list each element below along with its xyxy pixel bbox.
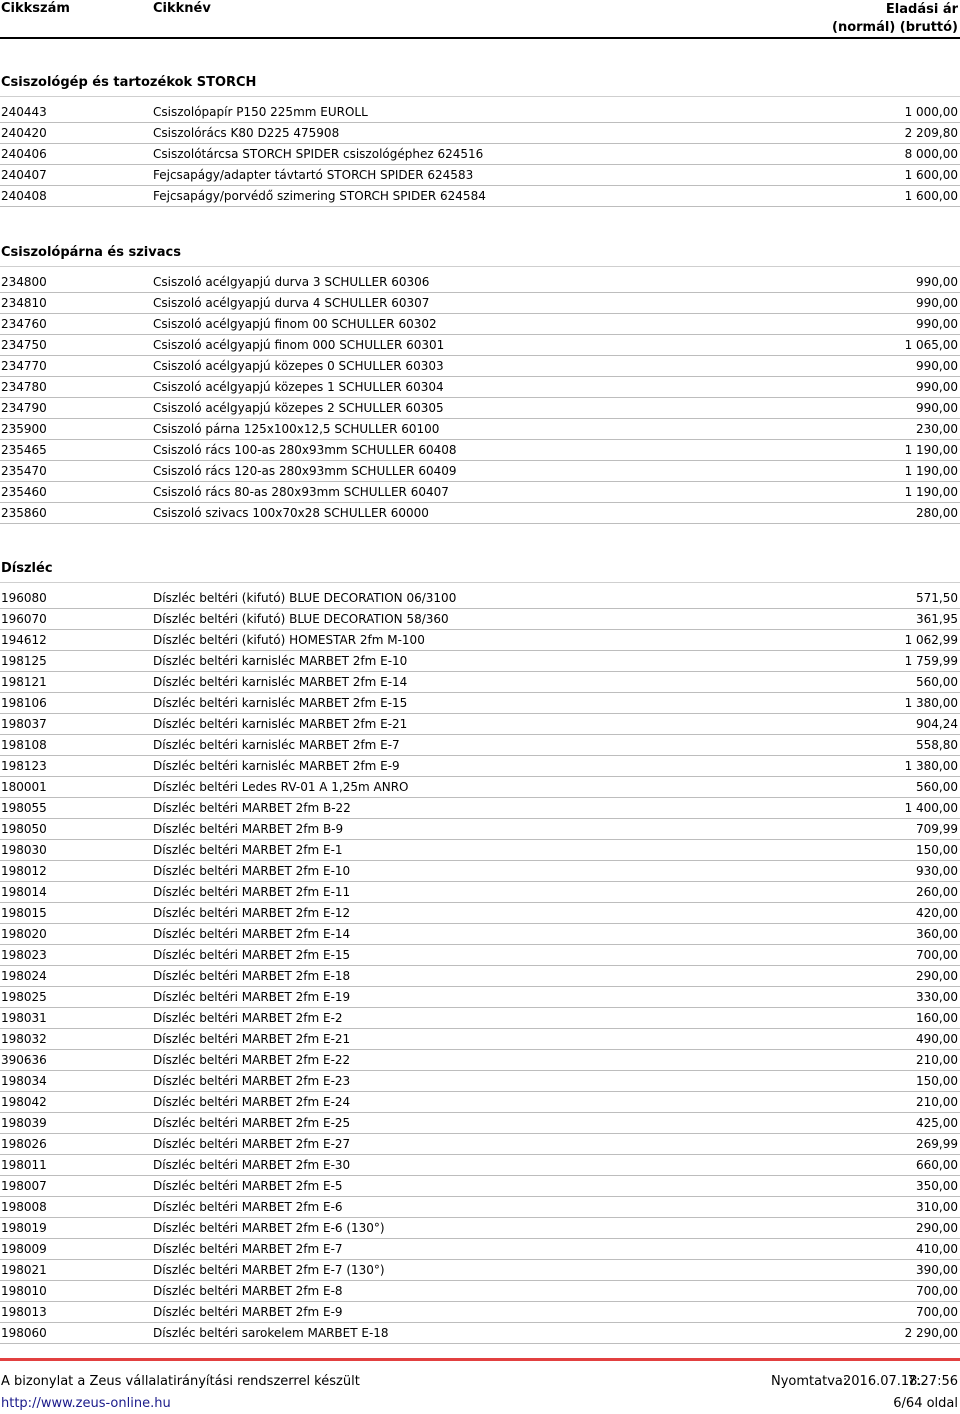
item-price: 420,00 xyxy=(916,906,958,920)
table-row xyxy=(0,588,960,609)
item-name: Díszléc beltéri karnisléc MARBET 2fm E-21 xyxy=(153,717,408,731)
table-row xyxy=(0,1176,960,1197)
item-name: Csiszoló acélgyapjú durva 4 SCHULLER 60307 xyxy=(153,296,430,310)
item-price: 260,00 xyxy=(916,885,958,899)
item-name: Díszléc beltéri MARBET 2fm E-7 (130°) xyxy=(153,1263,385,1277)
item-price: 2 290,00 xyxy=(904,1326,958,1340)
item-name: Díszléc beltéri sarokelem MARBET E-18 xyxy=(153,1326,389,1340)
table-row xyxy=(0,1218,960,1239)
item-price: 1 000,00 xyxy=(904,105,958,119)
item-price: 1 759,99 xyxy=(904,654,958,668)
item-name: Díszléc beltéri MARBET 2fm E-2 xyxy=(153,1011,343,1025)
printed-date: 2016.07.18. xyxy=(843,1374,922,1389)
item-name: Díszléc beltéri Ledes RV-01 A 1,25m ANRO xyxy=(153,780,409,794)
item-code: 198008 xyxy=(1,1200,47,1214)
item-price: 290,00 xyxy=(916,1221,958,1235)
item-price: 990,00 xyxy=(916,296,958,310)
item-name: Csiszoló acélgyapjú közepes 0 SCHULLER 60303 xyxy=(153,359,444,373)
footer-divider xyxy=(0,1358,960,1361)
item-price: 904,24 xyxy=(916,717,958,731)
col-price-header-line1: Eladási ár xyxy=(885,2,958,17)
item-code: 390636 xyxy=(1,1053,47,1067)
table-row xyxy=(0,651,960,672)
table-row xyxy=(0,777,960,798)
printed-time: 7:27:56 xyxy=(907,1374,958,1389)
item-code: 235460 xyxy=(1,485,47,499)
item-code: 198121 xyxy=(1,675,47,689)
item-code: 198020 xyxy=(1,927,47,941)
item-price: 709,99 xyxy=(916,822,958,836)
item-code: 234760 xyxy=(1,317,47,331)
table-row xyxy=(0,735,960,756)
item-code: 198106 xyxy=(1,696,47,710)
item-code: 198023 xyxy=(1,948,47,962)
item-code: 240408 xyxy=(1,189,47,203)
item-price: 930,00 xyxy=(916,864,958,878)
table-row xyxy=(0,293,960,314)
table-row xyxy=(0,419,960,440)
table-row xyxy=(0,987,960,1008)
item-price: 310,00 xyxy=(916,1200,958,1214)
item-code: 194612 xyxy=(1,633,47,647)
item-name: Díszléc beltéri MARBET 2fm E-18 xyxy=(153,969,351,983)
item-price: 390,00 xyxy=(916,1263,958,1277)
item-code: 196070 xyxy=(1,612,47,626)
item-price: 1 600,00 xyxy=(904,189,958,203)
item-price: 571,50 xyxy=(916,591,958,605)
table-row xyxy=(0,672,960,693)
item-name: Díszléc beltéri MARBET 2fm E-30 xyxy=(153,1158,351,1172)
item-code: 198021 xyxy=(1,1263,47,1277)
item-price: 150,00 xyxy=(916,843,958,857)
item-name: Díszléc beltéri (kifutó) HOMESTAR 2fm M-100 xyxy=(153,633,425,647)
item-price: 990,00 xyxy=(916,275,958,289)
table-row xyxy=(0,377,960,398)
item-name: Díszléc beltéri MARBET 2fm E-14 xyxy=(153,927,351,941)
item-name: Díszléc beltéri (kifutó) BLUE DECORATION 06/3100 xyxy=(153,591,457,605)
table-row xyxy=(0,756,960,777)
item-code: 234750 xyxy=(1,338,47,352)
item-price: 558,80 xyxy=(916,738,958,752)
item-name: Díszléc beltéri MARBET 2fm E-12 xyxy=(153,906,351,920)
item-price: 1 400,00 xyxy=(904,801,958,815)
item-price: 350,00 xyxy=(916,1179,958,1193)
item-price: 1 190,00 xyxy=(904,464,958,478)
col-code-header: Cikkszám xyxy=(1,1,70,16)
table-row xyxy=(0,903,960,924)
table-row xyxy=(0,123,960,144)
item-name: Díszléc beltéri MARBET 2fm B-9 xyxy=(153,822,344,836)
item-price: 700,00 xyxy=(916,1284,958,1298)
table-row xyxy=(0,398,960,419)
table-row xyxy=(0,1323,960,1344)
table-row xyxy=(0,966,960,987)
item-name: Díszléc beltéri (kifutó) BLUE DECORATION 58/360 xyxy=(153,612,449,626)
item-code: 198013 xyxy=(1,1305,47,1319)
table-row xyxy=(0,819,960,840)
item-price: 560,00 xyxy=(916,780,958,794)
item-name: Fejcsapágy/porvédő szimering STORCH SPIDER 624584 xyxy=(153,189,486,203)
item-name: Díszléc beltéri MARBET 2fm E-10 xyxy=(153,864,351,878)
item-name: Díszléc beltéri MARBET 2fm E-9 xyxy=(153,1305,343,1319)
item-price: 210,00 xyxy=(916,1095,958,1109)
item-price: 425,00 xyxy=(916,1116,958,1130)
item-price: 560,00 xyxy=(916,675,958,689)
table-row xyxy=(0,272,960,293)
item-code: 198024 xyxy=(1,969,47,983)
table-row xyxy=(0,693,960,714)
item-name: Díszléc beltéri MARBET 2fm E-27 xyxy=(153,1137,351,1151)
col-name-header: Cikknév xyxy=(153,1,211,16)
item-name: Díszléc beltéri MARBET 2fm E-7 xyxy=(153,1242,343,1256)
item-price: 410,00 xyxy=(916,1242,958,1256)
item-price: 1 600,00 xyxy=(904,168,958,182)
table-row xyxy=(0,1155,960,1176)
item-name: Díszléc beltéri karnisléc MARBET 2fm E-7 xyxy=(153,738,400,752)
item-name: Csiszolópapír P150 225mm EUROLL xyxy=(153,105,368,119)
table-row xyxy=(0,1008,960,1029)
table-row xyxy=(0,461,960,482)
table-row xyxy=(0,503,960,524)
item-name: Díszléc beltéri karnisléc MARBET 2fm E-9 xyxy=(153,759,400,773)
item-code: 240407 xyxy=(1,168,47,182)
item-code: 234770 xyxy=(1,359,47,373)
item-name: Díszléc beltéri MARBET 2fm E-24 xyxy=(153,1095,351,1109)
table-row xyxy=(0,1050,960,1071)
item-name: Díszléc beltéri MARBET 2fm E-21 xyxy=(153,1032,351,1046)
item-code: 198025 xyxy=(1,990,47,1004)
item-name: Díszléc beltéri MARBET 2fm E-15 xyxy=(153,948,351,962)
section-title: Csiszológép és tartozékok STORCH xyxy=(0,70,960,97)
item-code: 235470 xyxy=(1,464,47,478)
table-row xyxy=(0,1029,960,1050)
item-price: 990,00 xyxy=(916,380,958,394)
item-code: 234800 xyxy=(1,275,47,289)
item-price: 330,00 xyxy=(916,990,958,1004)
item-name: Fejcsapágy/adapter távtartó STORCH SPIDER 624583 xyxy=(153,168,474,182)
item-code: 198030 xyxy=(1,843,47,857)
item-code: 198012 xyxy=(1,864,47,878)
item-name: Díszléc beltéri MARBET 2fm E-23 xyxy=(153,1074,351,1088)
item-code: 234780 xyxy=(1,380,47,394)
item-price: 8 000,00 xyxy=(904,147,958,161)
item-name: Csiszolórács K80 D225 475908 xyxy=(153,126,340,140)
item-price: 230,00 xyxy=(916,422,958,436)
item-price: 2 209,80 xyxy=(904,126,958,140)
item-price: 290,00 xyxy=(916,969,958,983)
item-code: 240406 xyxy=(1,147,47,161)
item-name: Csiszoló acélgyapjú közepes 2 SCHULLER 60305 xyxy=(153,401,444,415)
section-title: Díszléc xyxy=(0,556,960,583)
item-price: 660,00 xyxy=(916,1158,958,1172)
table-row xyxy=(0,1071,960,1092)
item-name: Csiszoló acélgyapjú durva 3 SCHULLER 60306 xyxy=(153,275,430,289)
table-row xyxy=(0,165,960,186)
item-name: Díszléc beltéri MARBET 2fm E-25 xyxy=(153,1116,351,1130)
section-title: Csiszolópárna és szivacs xyxy=(0,240,960,267)
item-name: Díszléc beltéri karnisléc MARBET 2fm E-15 xyxy=(153,696,408,710)
table-row xyxy=(0,840,960,861)
item-code: 198032 xyxy=(1,1032,47,1046)
footer-note: A bizonylat a Zeus vállalatirányítási rendszerrel készült xyxy=(1,1374,360,1389)
printed-label: Nyomtatva: xyxy=(771,1374,848,1389)
item-code: 235465 xyxy=(1,443,47,457)
table-row xyxy=(0,186,960,207)
item-code: 198009 xyxy=(1,1242,47,1256)
table-row xyxy=(0,440,960,461)
item-price: 990,00 xyxy=(916,317,958,331)
item-name: Csiszolótárcsa STORCH SPIDER csiszológéphez 624516 xyxy=(153,147,484,161)
item-price: 280,00 xyxy=(916,506,958,520)
item-code: 235900 xyxy=(1,422,47,436)
table-row xyxy=(0,882,960,903)
item-name: Díszléc beltéri karnisléc MARBET 2fm E-14 xyxy=(153,675,408,689)
item-name: Díszléc beltéri MARBET 2fm E-6 xyxy=(153,1200,343,1214)
item-price: 700,00 xyxy=(916,948,958,962)
col-price-header xyxy=(832,1,958,37)
item-name: Csiszoló rács 100-as 280x93mm SCHULLER 60408 xyxy=(153,443,457,457)
item-code: 198039 xyxy=(1,1116,47,1130)
item-price: 361,95 xyxy=(916,612,958,626)
item-code: 198007 xyxy=(1,1179,47,1193)
item-code: 198123 xyxy=(1,759,47,773)
item-code: 198108 xyxy=(1,738,47,752)
table-row xyxy=(0,924,960,945)
item-code: 198050 xyxy=(1,822,47,836)
item-name: Csiszoló szivacs 100x70x28 SCHULLER 60000 xyxy=(153,506,429,520)
item-price: 360,00 xyxy=(916,927,958,941)
item-code: 198034 xyxy=(1,1074,47,1088)
header-divider xyxy=(0,37,960,39)
item-price: 210,00 xyxy=(916,1053,958,1067)
item-code: 180001 xyxy=(1,780,47,794)
item-name: Csiszoló acélgyapjú finom 00 SCHULLER 60302 xyxy=(153,317,437,331)
item-name: Díszléc beltéri MARBET 2fm E-8 xyxy=(153,1284,343,1298)
item-name: Díszléc beltéri MARBET 2fm B-22 xyxy=(153,801,351,815)
item-price: 990,00 xyxy=(916,401,958,415)
item-price: 1 065,00 xyxy=(904,338,958,352)
table-row xyxy=(0,1302,960,1323)
item-code: 198031 xyxy=(1,1011,47,1025)
item-code: 234810 xyxy=(1,296,47,310)
item-name: Díszléc beltéri MARBET 2fm E-6 (130°) xyxy=(153,1221,385,1235)
table-row xyxy=(0,1113,960,1134)
table-row xyxy=(0,314,960,335)
item-price: 150,00 xyxy=(916,1074,958,1088)
item-name: Csiszoló acélgyapjú finom 000 SCHULLER 60301 xyxy=(153,338,445,352)
table-row xyxy=(0,714,960,735)
item-name: Csiszoló rács 120-as 280x93mm SCHULLER 60409 xyxy=(153,464,457,478)
item-name: Díszléc beltéri MARBET 2fm E-1 xyxy=(153,843,343,857)
item-code: 196080 xyxy=(1,591,47,605)
table-row xyxy=(0,861,960,882)
table-row xyxy=(0,144,960,165)
item-name: Díszléc beltéri MARBET 2fm E-22 xyxy=(153,1053,351,1067)
item-name: Díszléc beltéri MARBET 2fm E-19 xyxy=(153,990,351,1004)
table-row xyxy=(0,630,960,651)
table-row xyxy=(0,335,960,356)
item-code: 235860 xyxy=(1,506,47,520)
item-code: 198026 xyxy=(1,1137,47,1151)
item-code: 240443 xyxy=(1,105,47,119)
footer-url-link[interactable]: http://www.zeus-online.hu xyxy=(1,1396,171,1411)
item-name: Díszléc beltéri karnisléc MARBET 2fm E-10 xyxy=(153,654,408,668)
table-row xyxy=(0,356,960,377)
item-code: 198015 xyxy=(1,906,47,920)
item-name: Díszléc beltéri MARBET 2fm E-5 xyxy=(153,1179,343,1193)
item-name: Csiszoló rács 80-as 280x93mm SCHULLER 60407 xyxy=(153,485,449,499)
item-code: 198060 xyxy=(1,1326,47,1340)
item-name: Csiszoló párna 125x100x12,5 SCHULLER 60100 xyxy=(153,422,440,436)
table-row xyxy=(0,102,960,123)
table-row xyxy=(0,1239,960,1260)
item-name: Csiszoló acélgyapjú közepes 1 SCHULLER 60304 xyxy=(153,380,444,394)
item-code: 198010 xyxy=(1,1284,47,1298)
item-name: Díszléc beltéri MARBET 2fm E-11 xyxy=(153,885,351,899)
section-storch xyxy=(0,70,960,207)
table-row xyxy=(0,945,960,966)
section-diszlec xyxy=(0,556,960,1344)
item-code: 198055 xyxy=(1,801,47,815)
table-row xyxy=(0,1092,960,1113)
table-header xyxy=(0,0,960,38)
item-code: 198011 xyxy=(1,1158,47,1172)
item-code: 198037 xyxy=(1,717,47,731)
table-row xyxy=(0,1260,960,1281)
item-code: 198125 xyxy=(1,654,47,668)
item-code: 198042 xyxy=(1,1095,47,1109)
item-price: 1 190,00 xyxy=(904,443,958,457)
table-row xyxy=(0,1281,960,1302)
item-code: 198014 xyxy=(1,885,47,899)
item-code: 234790 xyxy=(1,401,47,415)
item-price: 700,00 xyxy=(916,1305,958,1319)
item-code: 240420 xyxy=(1,126,47,140)
item-price: 1 190,00 xyxy=(904,485,958,499)
item-price: 1 380,00 xyxy=(904,759,958,773)
table-row xyxy=(0,798,960,819)
page-number: 6/64 oldal xyxy=(893,1396,958,1411)
item-price: 990,00 xyxy=(916,359,958,373)
table-row xyxy=(0,1134,960,1155)
item-price: 1 380,00 xyxy=(904,696,958,710)
table-row xyxy=(0,609,960,630)
item-price: 490,00 xyxy=(916,1032,958,1046)
item-code: 198019 xyxy=(1,1221,47,1235)
table-row xyxy=(0,482,960,503)
section-csiszoloparna xyxy=(0,240,960,524)
col-price-header-line2: (normál) (bruttó) xyxy=(832,20,958,35)
item-price: 269,99 xyxy=(916,1137,958,1151)
table-row xyxy=(0,1197,960,1218)
item-price: 160,00 xyxy=(916,1011,958,1025)
item-price: 1 062,99 xyxy=(904,633,958,647)
